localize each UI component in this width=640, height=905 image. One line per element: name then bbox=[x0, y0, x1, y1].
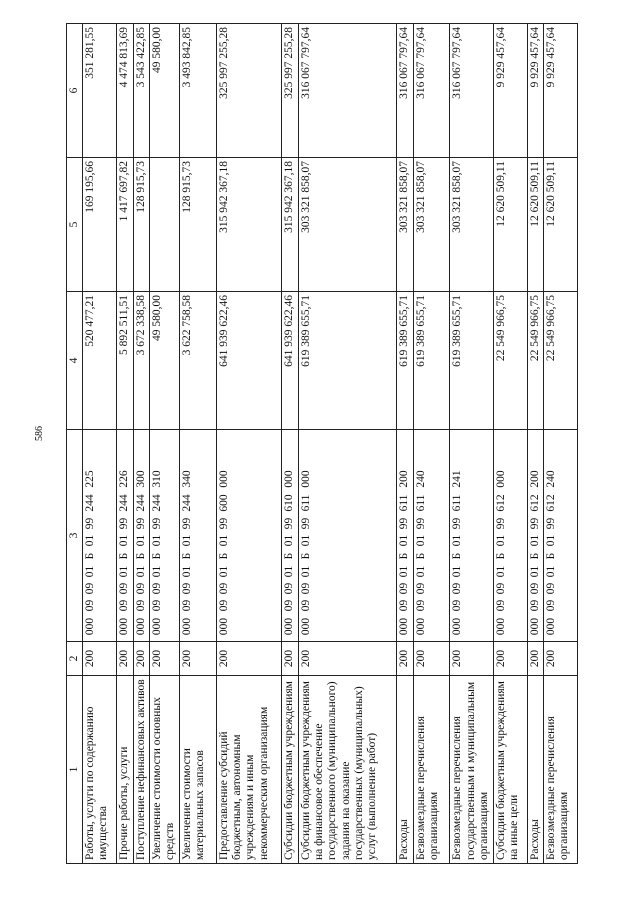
row-name: Субсидии бюджетным учреждениям на иные цели bbox=[493, 676, 527, 864]
kbk-segment: 09 bbox=[181, 582, 194, 595]
table-row bbox=[180, 24, 217, 864]
row-code: 200 bbox=[396, 642, 413, 676]
row-code: 200 bbox=[413, 642, 450, 676]
row-value-col6: 316 067 797,64 bbox=[298, 24, 396, 158]
kbk-segment: 09 bbox=[84, 599, 97, 612]
row-kbk-code bbox=[413, 430, 450, 642]
kbk-segment: 01 bbox=[181, 565, 194, 578]
kbk-segment: 01 bbox=[181, 534, 194, 547]
kbk-segment: Б bbox=[414, 552, 427, 560]
kbk-segment: 09 bbox=[217, 599, 230, 612]
row-value-col4: 619 389 655,71 bbox=[413, 292, 450, 430]
kbk-segment: 01 bbox=[545, 565, 558, 578]
kbk-segment: 99 bbox=[283, 517, 296, 530]
kbk-segment: Б bbox=[451, 552, 464, 560]
kbk-segment: 000 bbox=[528, 617, 541, 636]
kbk-segment: 01 bbox=[117, 565, 130, 578]
kbk-segment: 09 bbox=[414, 599, 427, 612]
row-name: Увеличение стоимости материальных запасов bbox=[180, 676, 217, 864]
kbk-segment: 01 bbox=[299, 565, 312, 578]
kbk-segment: 01 bbox=[494, 565, 507, 578]
kbk-segment: 99 bbox=[151, 517, 164, 530]
kbk-segment: 610 bbox=[283, 494, 296, 512]
column-header-5: 5 bbox=[67, 158, 83, 292]
row-name: Поступление нефинансовых активов bbox=[133, 676, 150, 864]
kbk-segment: 01 bbox=[283, 534, 296, 547]
row-value-col4: 619 389 655,71 bbox=[450, 292, 494, 430]
table-row bbox=[493, 24, 527, 864]
kbk-segment: 09 bbox=[494, 599, 507, 612]
kbk-segment: 09 bbox=[151, 599, 164, 612]
kbk-segment: 000 bbox=[181, 617, 194, 636]
row-kbk-code bbox=[216, 430, 281, 642]
kbk-segment: 09 bbox=[545, 582, 558, 595]
kbk-segment: 09 bbox=[84, 582, 97, 595]
kbk-segment: 01 bbox=[545, 534, 558, 547]
column-header-2: 2 bbox=[67, 642, 83, 676]
kbk-segment: 09 bbox=[397, 599, 410, 612]
row-code: 200 bbox=[527, 642, 544, 676]
kbk-segment: Б bbox=[117, 552, 130, 560]
row-name: Предоставление субсидий бюджетным, автономным учреждениям и иным некоммерческим организациям bbox=[216, 676, 281, 864]
kbk-segment: 240 bbox=[414, 470, 427, 488]
row-value-col6: 9 929 457,64 bbox=[493, 24, 527, 158]
kbk-segment: 240 bbox=[545, 470, 558, 488]
kbk-segment: Б bbox=[528, 552, 541, 560]
kbk-segment: Б bbox=[283, 552, 296, 560]
kbk-segment: 000 bbox=[299, 617, 312, 636]
kbk-segment: 99 bbox=[451, 517, 464, 530]
budget-table bbox=[66, 23, 578, 864]
row-value-col5: 169 195,66 bbox=[83, 158, 117, 292]
row-code: 200 bbox=[216, 642, 281, 676]
kbk-segment: 01 bbox=[397, 565, 410, 578]
row-name: Работы, услуги по содержанию имущества bbox=[83, 676, 117, 864]
kbk-segment: 000 bbox=[151, 617, 164, 636]
kbk-segment: 300 bbox=[134, 470, 147, 488]
row-code: 200 bbox=[450, 642, 494, 676]
kbk-segment: Б bbox=[151, 552, 164, 560]
kbk-segment: 01 bbox=[451, 565, 464, 578]
row-value-col5: 12 620 509,11 bbox=[493, 158, 527, 292]
kbk-segment: 310 bbox=[151, 470, 164, 488]
row-value-col6: 3 493 842,85 bbox=[180, 24, 217, 158]
table-body bbox=[83, 24, 578, 864]
kbk-segment: 612 bbox=[545, 494, 558, 512]
kbk-segment: 09 bbox=[528, 599, 541, 612]
kbk-segment: 01 bbox=[414, 565, 427, 578]
table-row bbox=[116, 24, 133, 864]
kbk-segment: 01 bbox=[299, 534, 312, 547]
row-name: Безвозмездные перечисления государственным и муниципальным организациям bbox=[450, 676, 494, 864]
kbk-segment: 241 bbox=[451, 470, 464, 488]
row-value-col5: 128 915,73 bbox=[133, 158, 150, 292]
column-header-6: 6 bbox=[67, 24, 83, 158]
kbk-segment: 09 bbox=[299, 599, 312, 612]
row-kbk-code bbox=[298, 430, 396, 642]
row-value-col6: 316 067 797,64 bbox=[450, 24, 494, 158]
row-kbk-code bbox=[83, 430, 117, 642]
kbk-segment: 09 bbox=[528, 582, 541, 595]
kbk-segment: 244 bbox=[134, 494, 147, 512]
kbk-segment: 01 bbox=[397, 534, 410, 547]
row-value-col6: 49 580,00 bbox=[150, 24, 180, 158]
header-row bbox=[67, 24, 83, 864]
kbk-segment: 99 bbox=[528, 517, 541, 530]
kbk-segment: 600 bbox=[217, 494, 230, 512]
row-value-col6: 316 067 797,64 bbox=[413, 24, 450, 158]
kbk-segment: 01 bbox=[528, 565, 541, 578]
kbk-segment: 09 bbox=[117, 582, 130, 595]
row-value-col4: 22 549 966,75 bbox=[544, 292, 578, 430]
kbk-segment: 000 bbox=[451, 617, 464, 636]
table-row bbox=[450, 24, 494, 864]
kbk-segment: 000 bbox=[117, 617, 130, 636]
kbk-segment: Б bbox=[84, 552, 97, 560]
kbk-segment: 09 bbox=[414, 582, 427, 595]
row-value-col4: 22 549 966,75 bbox=[493, 292, 527, 430]
row-name: Субсидии бюджетным учреждениям bbox=[282, 676, 299, 864]
kbk-segment: 000 bbox=[414, 617, 427, 636]
kbk-segment: 01 bbox=[134, 565, 147, 578]
row-kbk-code bbox=[282, 430, 299, 642]
row-code: 200 bbox=[116, 642, 133, 676]
row-value-col5: 128 915,73 bbox=[180, 158, 217, 292]
table-row bbox=[413, 24, 450, 864]
kbk-segment: 01 bbox=[117, 534, 130, 547]
row-value-col6: 9 929 457,64 bbox=[527, 24, 544, 158]
kbk-segment: 01 bbox=[451, 534, 464, 547]
row-kbk-code bbox=[133, 430, 150, 642]
kbk-segment: 09 bbox=[451, 582, 464, 595]
row-value-col5: 12 620 509,11 bbox=[544, 158, 578, 292]
kbk-segment: 09 bbox=[134, 599, 147, 612]
row-kbk-code bbox=[116, 430, 133, 642]
row-name: Увеличение стоимости основных средств bbox=[150, 676, 180, 864]
kbk-segment: 99 bbox=[414, 517, 427, 530]
row-value-col5: 12 620 509,11 bbox=[527, 158, 544, 292]
kbk-segment: 200 bbox=[397, 470, 410, 488]
column-header-3: 3 bbox=[67, 430, 83, 642]
kbk-segment: 09 bbox=[397, 582, 410, 595]
kbk-segment: 01 bbox=[494, 534, 507, 547]
kbk-segment: 01 bbox=[414, 534, 427, 547]
kbk-segment: 09 bbox=[451, 599, 464, 612]
table-row bbox=[216, 24, 281, 864]
row-code: 200 bbox=[83, 642, 117, 676]
row-name: Расходы bbox=[396, 676, 413, 864]
row-value-col4: 3 622 758,58 bbox=[180, 292, 217, 430]
kbk-segment: 01 bbox=[151, 565, 164, 578]
row-value-col4: 641 939 622,46 bbox=[282, 292, 299, 430]
row-value-col6: 325 997 255,28 bbox=[282, 24, 299, 158]
row-value-col4: 619 389 655,71 bbox=[298, 292, 396, 430]
row-value-col4: 520 477,21 bbox=[83, 292, 117, 430]
row-code: 200 bbox=[544, 642, 578, 676]
rotated-table-frame bbox=[66, 24, 578, 864]
row-kbk-code bbox=[544, 430, 578, 642]
row-name: Расходы bbox=[527, 676, 544, 864]
row-value-col5 bbox=[150, 158, 180, 292]
table-row bbox=[544, 24, 578, 864]
row-value-col5: 303 321 858,07 bbox=[413, 158, 450, 292]
row-value-col6: 316 067 797,64 bbox=[396, 24, 413, 158]
kbk-segment: 01 bbox=[84, 534, 97, 547]
kbk-segment: Б bbox=[494, 552, 507, 560]
kbk-segment: 01 bbox=[217, 565, 230, 578]
row-value-col4: 619 389 655,71 bbox=[396, 292, 413, 430]
row-value-col5: 315 942 367,18 bbox=[282, 158, 299, 292]
kbk-segment: 244 bbox=[117, 494, 130, 512]
kbk-segment: 225 bbox=[84, 470, 97, 488]
table-row bbox=[298, 24, 396, 864]
row-value-col4: 49 580,00 bbox=[150, 292, 180, 430]
table-row bbox=[527, 24, 544, 864]
column-header-1: 1 bbox=[67, 676, 83, 864]
row-kbk-code bbox=[527, 430, 544, 642]
table-row bbox=[150, 24, 180, 864]
row-value-col6: 3 543 422,85 bbox=[133, 24, 150, 158]
table-row bbox=[83, 24, 117, 864]
kbk-segment: 99 bbox=[117, 517, 130, 530]
row-kbk-code bbox=[150, 430, 180, 642]
row-code: 200 bbox=[298, 642, 396, 676]
row-value-col5: 315 942 367,18 bbox=[216, 158, 281, 292]
kbk-segment: 000 bbox=[84, 617, 97, 636]
column-header-4: 4 bbox=[67, 292, 83, 430]
kbk-segment: Б bbox=[181, 552, 194, 560]
row-name: Прочие работы, услуги bbox=[116, 676, 133, 864]
row-code: 200 bbox=[282, 642, 299, 676]
kbk-segment: 09 bbox=[217, 582, 230, 595]
kbk-segment: 611 bbox=[414, 494, 427, 512]
kbk-segment: 01 bbox=[134, 534, 147, 547]
row-value-col6: 9 929 457,64 bbox=[544, 24, 578, 158]
kbk-segment: Б bbox=[217, 552, 230, 560]
kbk-segment: 99 bbox=[84, 517, 97, 530]
row-value-col4: 641 939 622,46 bbox=[216, 292, 281, 430]
kbk-segment: 09 bbox=[283, 599, 296, 612]
kbk-segment: 244 bbox=[151, 494, 164, 512]
row-value-col6: 325 997 255,28 bbox=[216, 24, 281, 158]
row-code: 200 bbox=[180, 642, 217, 676]
kbk-segment: 611 bbox=[299, 494, 312, 512]
kbk-segment: 09 bbox=[283, 582, 296, 595]
kbk-segment: 99 bbox=[134, 517, 147, 530]
kbk-segment: 000 bbox=[545, 617, 558, 636]
row-value-col4: 5 892 511,51 bbox=[116, 292, 133, 430]
kbk-segment: 01 bbox=[283, 565, 296, 578]
kbk-segment: 000 bbox=[217, 617, 230, 636]
kbk-segment: 99 bbox=[397, 517, 410, 530]
row-kbk-code bbox=[493, 430, 527, 642]
row-kbk-code bbox=[396, 430, 413, 642]
kbk-segment: 09 bbox=[494, 582, 507, 595]
kbk-segment: 000 bbox=[217, 470, 230, 488]
kbk-segment: 000 bbox=[134, 617, 147, 636]
kbk-segment: 01 bbox=[528, 534, 541, 547]
kbk-segment: Б bbox=[397, 552, 410, 560]
kbk-segment: 09 bbox=[545, 599, 558, 612]
row-value-col4: 3 672 338,58 bbox=[133, 292, 150, 430]
kbk-segment: 000 bbox=[299, 470, 312, 488]
row-value-col6: 351 281,55 bbox=[83, 24, 117, 158]
kbk-segment: 000 bbox=[283, 617, 296, 636]
kbk-segment: Б bbox=[134, 552, 147, 560]
kbk-segment: 244 bbox=[84, 494, 97, 512]
kbk-segment: 000 bbox=[494, 470, 507, 488]
row-code: 200 bbox=[493, 642, 527, 676]
row-name: Безвозмездные перечисления организациям bbox=[544, 676, 578, 864]
row-value-col5: 303 321 858,07 bbox=[450, 158, 494, 292]
row-kbk-code bbox=[180, 430, 217, 642]
kbk-segment: 99 bbox=[181, 517, 194, 530]
kbk-segment: 09 bbox=[134, 582, 147, 595]
kbk-segment: 99 bbox=[494, 517, 507, 530]
table-row bbox=[282, 24, 299, 864]
kbk-segment: 611 bbox=[397, 494, 410, 512]
table-row bbox=[133, 24, 150, 864]
kbk-segment: 01 bbox=[217, 534, 230, 547]
kbk-segment: 01 bbox=[84, 565, 97, 578]
row-value-col5: 303 321 858,07 bbox=[298, 158, 396, 292]
kbk-segment: 244 bbox=[181, 494, 194, 512]
row-code: 200 bbox=[133, 642, 150, 676]
row-value-col6: 4 474 813,69 bbox=[116, 24, 133, 158]
kbk-segment: 226 bbox=[117, 470, 130, 488]
kbk-segment: 000 bbox=[283, 470, 296, 488]
kbk-segment: 612 bbox=[494, 494, 507, 512]
kbk-segment: 99 bbox=[299, 517, 312, 530]
row-name: Субсидии бюджетным учреждениям на финансовое обеспечение государственного (муниципального) задания на оказание государственных (муниципальных) услуг (выполнение работ) bbox=[298, 676, 396, 864]
kbk-segment: 611 bbox=[451, 494, 464, 512]
kbk-segment: 612 bbox=[528, 494, 541, 512]
kbk-segment: 200 bbox=[528, 470, 541, 488]
row-name: Безвозмездные перечисления организациям bbox=[413, 676, 450, 864]
row-kbk-code bbox=[450, 430, 494, 642]
page-number: 586 bbox=[34, 426, 45, 441]
kbk-segment: 09 bbox=[299, 582, 312, 595]
kbk-segment: 01 bbox=[151, 534, 164, 547]
kbk-segment: 09 bbox=[117, 599, 130, 612]
row-value-col5: 303 321 858,07 bbox=[396, 158, 413, 292]
kbk-segment: 000 bbox=[397, 617, 410, 636]
kbk-segment: 340 bbox=[181, 470, 194, 488]
kbk-segment: 99 bbox=[217, 517, 230, 530]
row-value-col5: 1 417 697,82 bbox=[116, 158, 133, 292]
row-value-col4: 22 549 966,75 bbox=[527, 292, 544, 430]
kbk-segment: 99 bbox=[545, 517, 558, 530]
kbk-segment: 09 bbox=[181, 599, 194, 612]
kbk-segment: 09 bbox=[151, 582, 164, 595]
row-code: 200 bbox=[150, 642, 180, 676]
kbk-segment: Б bbox=[299, 552, 312, 560]
kbk-segment: Б bbox=[545, 552, 558, 560]
kbk-segment: 000 bbox=[494, 617, 507, 636]
table-row bbox=[396, 24, 413, 864]
